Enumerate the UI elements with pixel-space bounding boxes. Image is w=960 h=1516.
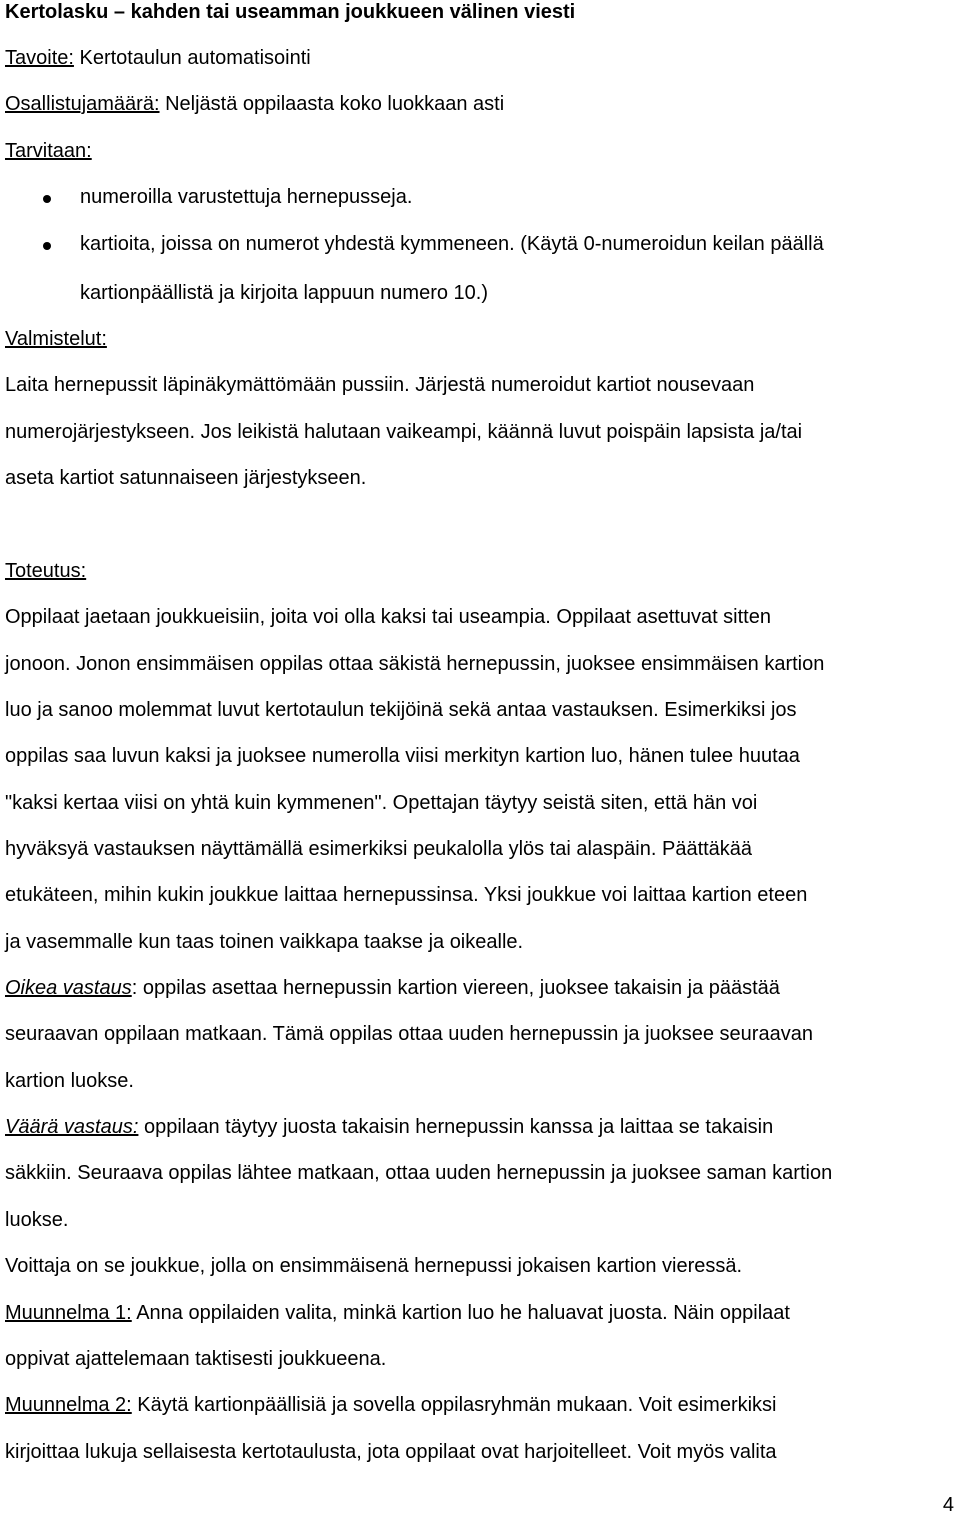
bullet-icon [43, 242, 51, 250]
preparation-label: Valmistelut: [5, 328, 107, 350]
wrong-text: oppilaan täytyy juosta takaisin hernepussin kanssa ja laittaa se takaisin [138, 1116, 774, 1138]
variation1-line-1 [5, 1301, 790, 1325]
implementation-line: jonoon. Jonon ensimmäisen oppilas ottaa säkistä hernepussin, juoksee ensimmäisen kartion [5, 653, 825, 675]
implementation-line: "kaksi kertaa viisi on yhtä kuin kymmenen". Opettajan täytyy seistä siten, että hän voi [5, 792, 758, 814]
correct-text: : oppilas asettaa hernepussin kartion viereen, juoksee takaisin ja päästää [131, 977, 780, 999]
variation1-line: oppivat ajattelemaan taktisesti joukkueena. [5, 1348, 387, 1370]
page-number: 4 [942, 1494, 954, 1516]
participants-label: Osallistujamäärä: [5, 93, 160, 115]
variation1-text: Anna oppilaiden valita, minkä kartion luo he haluavat juosta. Näin oppilaat [131, 1302, 790, 1324]
goal-text: Kertotaulun automatisointi [73, 47, 311, 69]
correct-line-1 [5, 976, 780, 1000]
winner-text: Voittaja on se joukkue, jolla on ensimmäisenä hernepussi jokaisen kartion vieressä. [5, 1255, 743, 1277]
preparation-line: numerojärjestykseen. Jos leikistä halutaan vaikeampi, käännä luvut poispäin lapsista ja/tai [5, 421, 803, 443]
implementation-line: ja vasemmalle kun taas toinen vaikkapa taakse ja oikealle. [5, 931, 524, 953]
wrong-line-1 [5, 1115, 773, 1139]
bullet-icon [43, 195, 51, 203]
page-title: Kertolasku – kahden tai useamman joukkueen välinen viesti [5, 1, 576, 23]
needed-item-2-line-2: kartionpäällistä ja kirjoita lappuun numero 10.) [80, 282, 489, 304]
goal-label: Tavoite: [5, 47, 74, 69]
goal-line [5, 46, 311, 70]
preparation-line: aseta kartiot satunnaiseen järjestykseen. [5, 467, 367, 489]
variation1-label: Muunnelma 1: [5, 1302, 132, 1324]
implementation-line: oppilas saa luvun kaksi ja juoksee numerolla viisi merkityn kartion luo, hänen tulee huutaa [5, 745, 800, 767]
variation2-line: kirjoittaa lukuja sellaisesta kertotaulusta, jota oppilaat ovat harjoitelleet. Voit myös valita [5, 1441, 777, 1463]
wrong-label: Väärä vastaus: [5, 1116, 139, 1138]
correct-line: kartion luokse. [5, 1070, 134, 1092]
implementation-line: hyväksyä vastauksen näyttämällä esimerkiksi peukalolla ylös tai alaspäin. Päättäkää [5, 838, 753, 860]
implementation-line: Oppilaat jaetaan joukkueisiin, joita voi olla kaksi tai useampia. Oppilaat asettuvat sitten [5, 606, 771, 628]
implementation-label: Toteutus: [5, 560, 87, 582]
correct-line: seuraavan oppilaan matkaan. Tämä oppilas ottaa uuden hernepussin ja juoksee seuraavan [5, 1023, 813, 1045]
needed-label: Tarvitaan: [5, 140, 92, 162]
wrong-line: luokse. [5, 1209, 69, 1231]
preparation-line: Laita hernepussit läpinäkymättömään pussiin. Järjestä numeroidut kartiot nousevaan [5, 374, 755, 396]
needed-item-1: numeroilla varustettuja hernepusseja. [80, 186, 413, 208]
implementation-line: luo ja sanoo molemmat luvut kertotaulun tekijöinä sekä antaa vastauksen. Esimerkiksi jos [5, 699, 797, 721]
variation2-label: Muunnelma 2: [5, 1394, 132, 1416]
participants-text: Neljästä oppilaasta koko luokkaan asti [159, 93, 505, 115]
variation2-text: Käytä kartionpäällisiä ja sovella oppilasryhmän mukaan. Voit esimerkiksi [131, 1394, 777, 1416]
needed-item-2-line-1: kartioita, joissa on numerot yhdestä kymmeneen. (Käytä 0-numeroidun keilan päällä [80, 233, 824, 255]
wrong-line: säkkiin. Seuraava oppilas lähtee matkaan, ottaa uuden hernepussin ja juoksee saman kartion [5, 1162, 833, 1184]
implementation-line: etukäteen, mihin kukin joukkue laittaa hernepussinsa. Yksi joukkue voi laittaa kartion eteen [5, 884, 808, 906]
participants-line [5, 92, 504, 116]
variation2-line-1 [5, 1393, 777, 1417]
correct-label: Oikea vastaus [5, 977, 132, 999]
